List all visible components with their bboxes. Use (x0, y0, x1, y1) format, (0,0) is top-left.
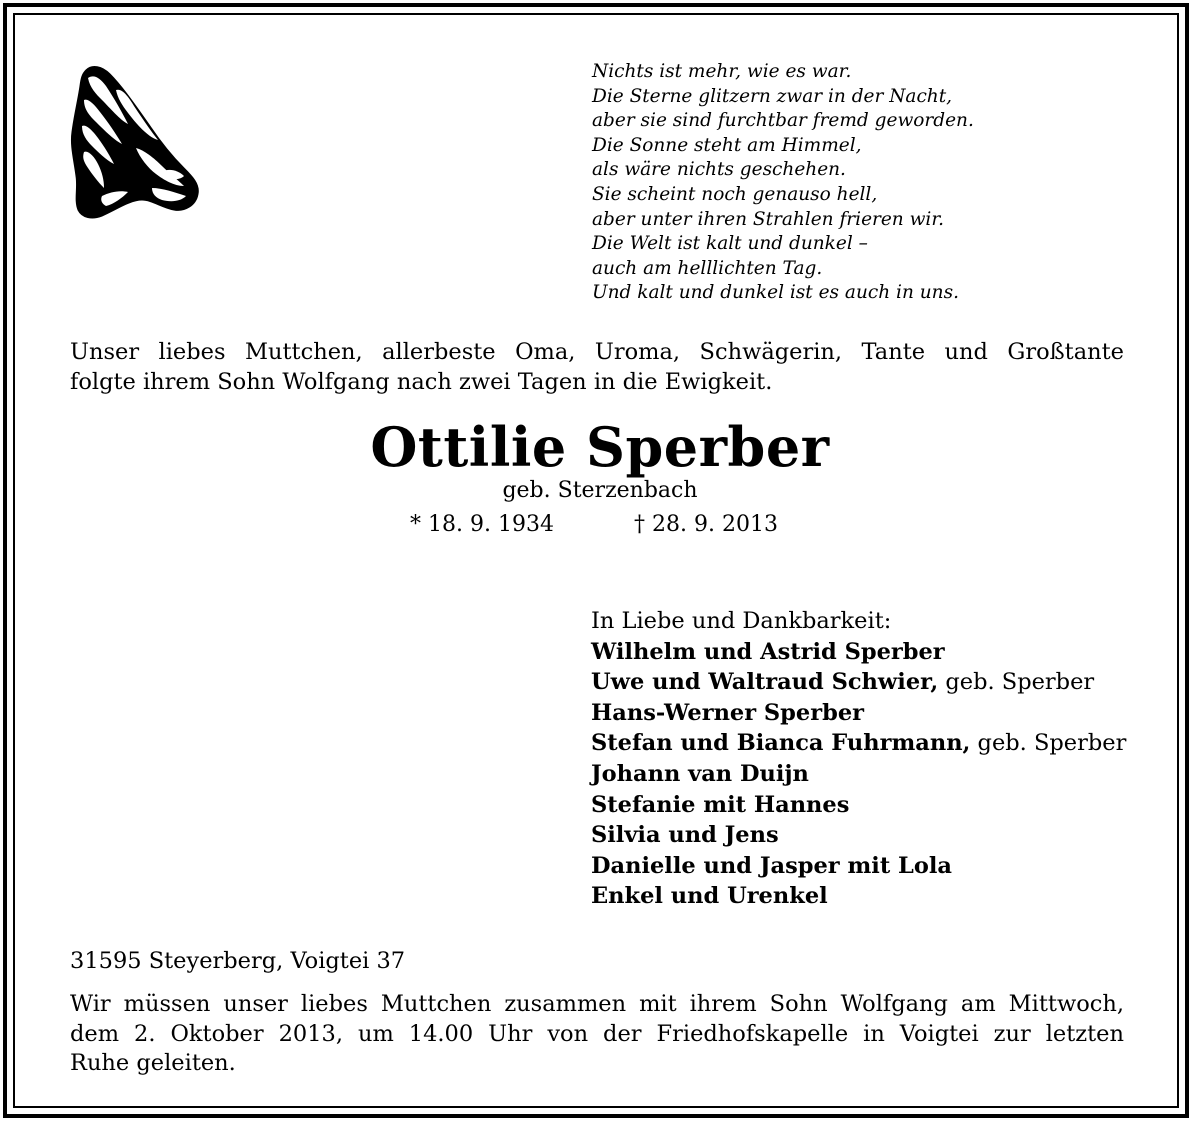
mourner-name: Wilhelm und Astrid Sperber (591, 638, 945, 665)
mourners-heading: In Liebe und Dankbarkeit: (591, 608, 892, 634)
poem-line: Sie scheint noch genauso hell, (592, 183, 878, 205)
mourner-name: Enkel und Urenkel (591, 883, 828, 910)
mourner-entry (591, 881, 1151, 912)
funeral-line-3: Ruhe geleiten. (70, 1050, 236, 1076)
poem-line: aber unter ihren Strahlen frieren wir. (592, 208, 945, 230)
poem-line: Nichts ist mehr, wie es war. (592, 61, 852, 82)
poem-line: aber sie sind furchtbar fremd geworden. (592, 110, 974, 132)
maiden-name: geb. Sterzenbach (502, 478, 698, 503)
poem-line: als wäre nichts geschehen. (592, 159, 846, 181)
poem-line: auch am helllichten Tag. (592, 257, 823, 279)
mourner-entry (591, 667, 1151, 698)
mourner-entry (591, 728, 1151, 759)
mourner-name: Stefanie mit Hannes (591, 791, 850, 818)
poem-line: Die Welt ist kalt und dunkel – (592, 233, 868, 255)
mourner-name: Danielle und Jasper mit Lola (591, 852, 952, 879)
intro-line-1: Unser liebes Muttchen, allerbeste Oma, Uroma, Schwägerin, Tante und Großtante (70, 339, 1124, 365)
mourner-entry (591, 698, 1151, 729)
mourner-entry (591, 851, 1151, 882)
mourner-name: Stefan und Bianca Fuhrmann, (591, 730, 971, 757)
mourner-entry (591, 637, 1151, 668)
birth-date: * 18. 9. 1934 (410, 512, 554, 537)
mourner-name: Uwe und Waltraud Schwier, (591, 669, 939, 696)
mourner-entry (591, 820, 1151, 851)
mourner-name: Hans-Werner Sperber (591, 699, 864, 726)
mourner-name: Silvia und Jens (591, 822, 779, 849)
intro-line-2: folgte ihrem Sohn Wolfgang nach zwei Tagen in die Ewigkeit. (70, 368, 773, 395)
address: 31595 Steyerberg, Voigtei 37 (70, 948, 406, 974)
praying-hands-icon (66, 60, 206, 230)
poem-line: Die Sonne steht am Himmel, (592, 134, 862, 156)
mourner-name: Johann van Duijn (591, 760, 809, 787)
funeral-notice (70, 990, 1124, 1079)
mourner-suffix: geb. Sperber (938, 669, 1095, 696)
poem-line: Und kalt und dunkel ist es auch in uns. (592, 282, 959, 304)
mourners-list (591, 606, 1151, 912)
poem (592, 60, 1152, 306)
mourner-entry (591, 790, 1151, 821)
mourner-entry (591, 759, 1151, 790)
funeral-line-1: Wir müssen unser liebes Muttchen zusammen mit ihrem Sohn Wolfgang am Mittwoch, (70, 991, 1124, 1017)
funeral-line-2: dem 2. Oktober 2013, um 14.00 Uhr von der Friedhofskapelle in Voigtei zur letzten (70, 1020, 1124, 1047)
poem-line: Die Sterne glitzern zwar in der Nacht, (592, 85, 953, 107)
death-date: † 28. 9. 2013 (634, 512, 778, 537)
intro-text (70, 338, 1124, 397)
deceased-name: Ottilie Sperber (370, 415, 830, 479)
mourner-suffix: geb. Sperber (970, 730, 1127, 757)
